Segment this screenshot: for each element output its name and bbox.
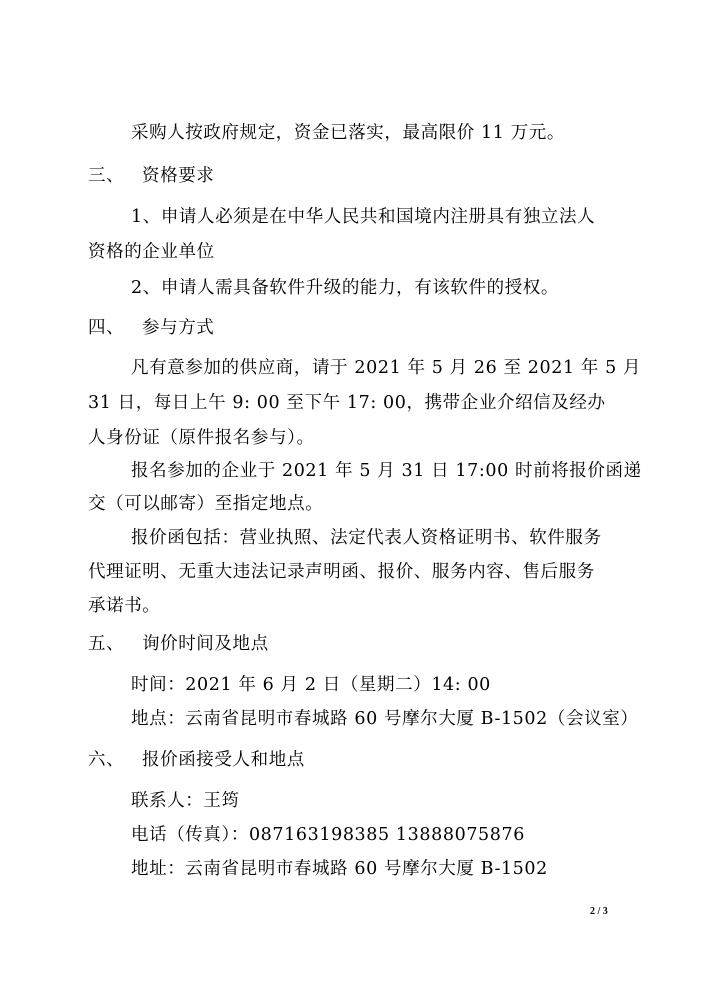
participation-p2-line-1: 报名参加的企业于 2021 年 5 月 31 日 17:00 时前将报价函递 [131, 461, 642, 481]
participation-p3-line-1: 报价函包括：营业执照、法定代表人资格证明书、软件服务 [131, 528, 602, 548]
page-number: 2 / 3 [590, 906, 608, 917]
section-participation-heading [88, 316, 214, 340]
section-title: 询价时间及地点 [142, 634, 269, 654]
section-title: 报价函接受人和地点 [142, 750, 305, 770]
section-number: 四、 [88, 318, 125, 338]
participation-p1-line-2: 31 日，每日上午 9: 00 至下午 17: 00，携带企业介绍信及经办 [88, 393, 606, 413]
qualification-item-1-line-2: 资格的企业单位 [88, 242, 215, 262]
participation-p1-line-1: 凡有意参加的供应商，请于 2021 年 5 月 26 至 2021 年 5 月 [131, 358, 642, 378]
section-title: 资格要求 [142, 166, 215, 186]
inquiry-place: 地点：云南省昆明市春城路 60 号摩尔大厦 B-1502（会议室） [131, 709, 639, 729]
participation-p2-line-2: 交（可以邮寄）至指定地点。 [88, 494, 324, 514]
participation-p3-line-2: 代理证明、无重大违法记录声明函、报价、服务内容、售后服务 [88, 562, 595, 582]
section-inquiry-heading [88, 632, 269, 656]
section-title: 参与方式 [142, 318, 215, 338]
section-number: 五、 [88, 634, 125, 654]
qualification-item-2: 2、申请人需具备软件升级的能力，有该软件的授权。 [131, 278, 560, 298]
participation-p1-line-3: 人身份证（原件报名参与）。 [88, 428, 315, 448]
recipient-address: 地址：云南省昆明市春城路 60 号摩尔大厦 B-1502 [131, 859, 548, 879]
section-recipient-heading [88, 748, 305, 772]
inquiry-time: 时间：2021 年 6 月 2 日（星期二）14: 00 [131, 675, 491, 695]
recipient-contact: 联系人：王筠 [131, 791, 240, 811]
budget-line: 采购人按政府规定，资金已落实，最高限价 11 万元。 [131, 123, 565, 143]
section-qualification-heading [88, 164, 214, 188]
qualification-item-1-line-1: 1、申请人必须是在中华人民共和国境内注册具有独立法人 [131, 207, 596, 227]
recipient-phone: 电话（传真）：087163198385 13888075876 [131, 825, 525, 845]
section-number: 六、 [88, 750, 125, 770]
section-number: 三、 [88, 166, 125, 186]
participation-p3-line-3: 承诺书。 [88, 596, 161, 616]
